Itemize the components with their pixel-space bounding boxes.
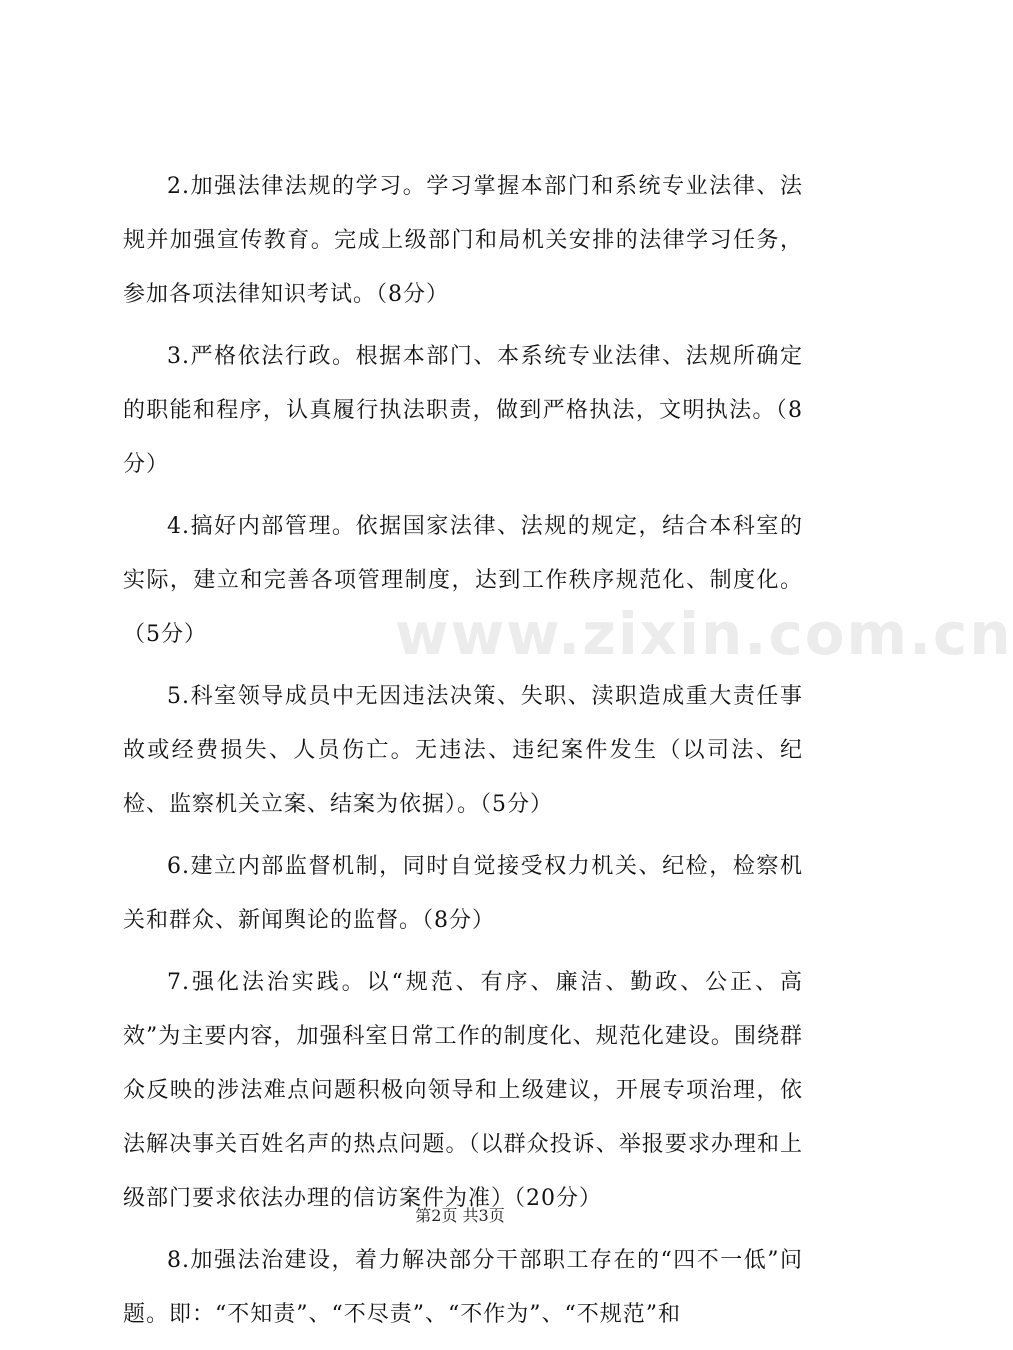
page-footer: 第2页 共3页 bbox=[415, 1206, 505, 1225]
paragraph-item-7: 7.强化法治实践。以“规范、有序、廉洁、勤政、公正、高效”为主要内容，加强科室日常工作的制度化、规范化建设。围绕群众反映的涉法难点问题积极向领导和上级建议，开展专项治理，依法解决事关百姓名声的热点问题。（以群众投诉、举报要求办理和上级部门要求依法办理的信访案件为准）（20分） bbox=[123, 970, 803, 1211]
paragraph-item-4: 4.搞好内部管理。依据国家法律、法规的规定，结合本科室的实际，建立和完善各项管理制度，达到工作秩序规范化、制度化。（5分） bbox=[123, 514, 803, 647]
paragraph-item-8: 8.加强法治建设，着力解决部分干部职工存在的“四不一低”问题。即：“不知责”、“不尽责”、“不作为”、“不规范”和 bbox=[123, 1248, 803, 1327]
watermark: www.zixin.com.cn bbox=[395, 600, 1013, 668]
paragraph-item-6: 6.建立内部监督机制，同时自觉接受权力机关、纪检，检察机关和群众、新闻舆论的监督。（8分） bbox=[123, 854, 803, 933]
document-body bbox=[123, 160, 803, 1350]
paragraph-item-2: 2.加强法律法规的学习。学习掌握本部门和系统专业法律、法规并加强宣传教育。完成上级部门和局机关安排的法律学习任务，参加各项法律知识考试。（8分） bbox=[123, 174, 803, 307]
paragraph-item-3: 3.严格依法行政。根据本部门、本系统专业法律、法规所确定的职能和程序，认真履行执法职责，做到严格执法，文明执法。（8分） bbox=[123, 344, 803, 477]
paragraph-item-5: 5.科室领导成员中无因违法决策、失职、渎职造成重大责任事故或经费损失、人员伤亡。无违法、违纪案件发生（以司法、纪检、监察机关立案、结案为依据）。（5分） bbox=[123, 684, 803, 817]
